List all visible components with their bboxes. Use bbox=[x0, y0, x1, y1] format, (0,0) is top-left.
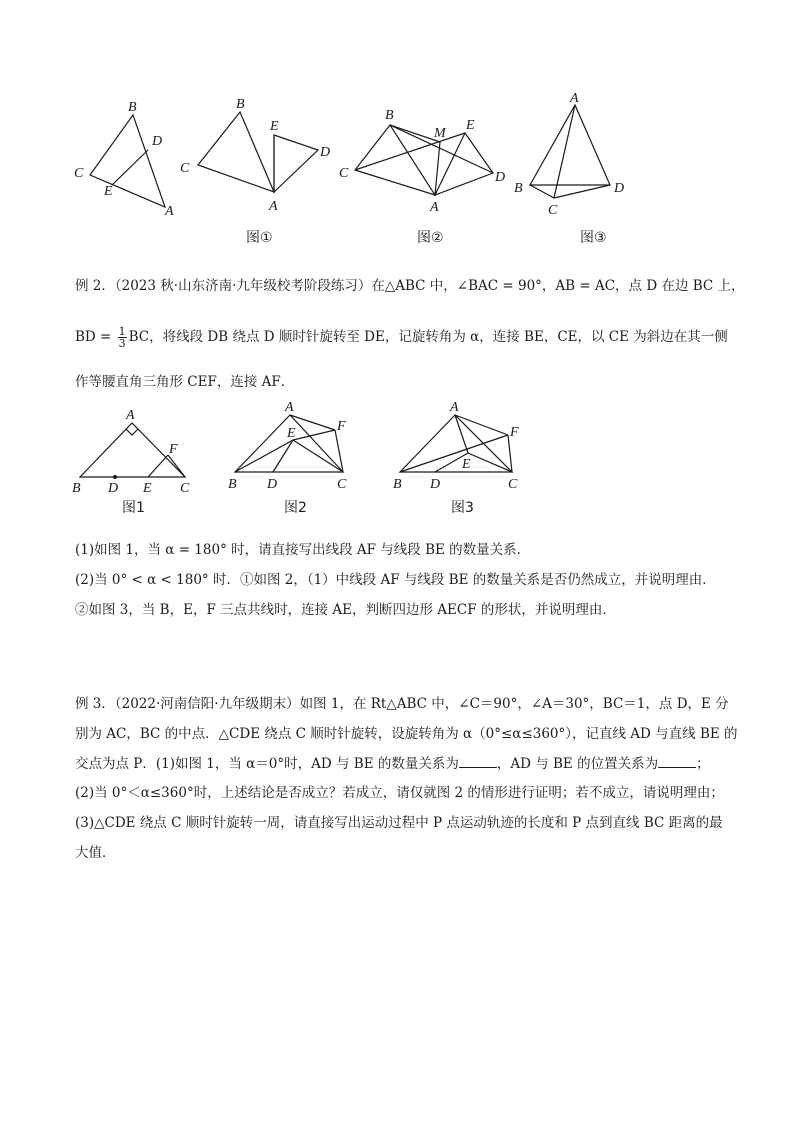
point-label: C bbox=[548, 203, 558, 218]
point-label: A bbox=[269, 199, 278, 214]
top-figure-4 bbox=[510, 90, 640, 220]
point-label: B bbox=[72, 481, 81, 496]
example2-bd-label: BD = bbox=[75, 329, 116, 345]
figure-caption: 图② bbox=[417, 230, 444, 246]
example3-line3-part1: 交点为点 P．(1)如图 1，当 α＝0°时，AD 与 BE 的数量关系为 bbox=[75, 756, 459, 772]
example2-figure-1 bbox=[70, 405, 200, 495]
point-label: D bbox=[152, 134, 163, 149]
example2-line3: 作等腰直角三角形 CEF，连接 AF． bbox=[75, 374, 295, 390]
example3-line6: 大值． bbox=[75, 845, 116, 861]
example3-line5: (3)△CDE 绕点 C 顺时针旋转一周，请直接写出运动过程中 P 点运动轨迹的长度和 P 点到直线 BC 距离的最 bbox=[75, 815, 723, 831]
example2-question-1: (1)如图 1，当 α = 180° 时，请直接写出线段 AF 与线段 BE 的数量关系． bbox=[75, 542, 531, 558]
figure-caption: 图3 bbox=[451, 500, 474, 516]
point-label: B bbox=[514, 181, 523, 196]
fraction-numerator: 1 bbox=[118, 325, 126, 338]
top-figure-2 bbox=[170, 90, 340, 220]
point-label: A bbox=[430, 200, 439, 215]
point-label: E bbox=[143, 481, 152, 496]
point-label: A bbox=[126, 408, 135, 423]
point-label: C bbox=[180, 161, 190, 176]
answer-blank bbox=[658, 753, 696, 768]
point-label: E bbox=[104, 184, 113, 199]
example2-line1: 例 2．（2023 秋·山东济南·九年级校考阶段练习）在△ABC 中，∠BAC = 90°，AB = AC，点 D 在边 BC 上， bbox=[75, 278, 745, 294]
point-label: A bbox=[450, 400, 459, 415]
example2-question-3: ②如图 3，当 B，E，F 三点共线时，连接 AE，判断四边形 AECF 的形状，并说明理由． bbox=[75, 602, 616, 618]
point-label: F bbox=[510, 425, 519, 440]
point-label: D bbox=[320, 145, 331, 160]
point-label: A bbox=[285, 400, 294, 415]
point-label: D bbox=[108, 481, 119, 496]
point-label: B bbox=[128, 100, 137, 115]
example2-line2 bbox=[75, 326, 728, 349]
example3-line1: 例 3．（2022·河南信阳·九年级期末）如图 1，在 Rt△ABC 中，∠C＝90°，∠A＝30°，BC＝1，点 D，E 分 bbox=[75, 696, 729, 712]
example3-line4: (2)当 0°＜α≤360°时，上述结论是否成立？若成立，请仅就图 2 的情形进行证明；若不成立，请说明理由； bbox=[75, 785, 724, 801]
point-label: E bbox=[466, 118, 475, 133]
point-label: E bbox=[287, 426, 296, 441]
point-label: B bbox=[236, 97, 245, 112]
fraction bbox=[118, 326, 127, 349]
figure-caption: 图2 bbox=[284, 500, 307, 516]
example2-figure-3 bbox=[390, 400, 530, 495]
example2-line2-text: BC，将线段 DB 绕点 D 顺时针旋转至 DE，记旋转角为 α，连接 BE，CE，以 CE 为斜边在其一侧 bbox=[128, 329, 728, 345]
example3-line3-part3: ； bbox=[696, 756, 710, 772]
point-label: C bbox=[180, 481, 190, 496]
point-label: B bbox=[385, 108, 394, 123]
point-label: F bbox=[169, 442, 178, 457]
point-label: D bbox=[430, 477, 441, 492]
fraction-denominator: 3 bbox=[118, 337, 126, 350]
figure-caption: 图③ bbox=[580, 230, 607, 246]
figure-caption: 图1 bbox=[122, 500, 145, 516]
top-figure-1 bbox=[70, 95, 180, 220]
point-label: C bbox=[337, 477, 347, 492]
point-label: E bbox=[270, 119, 279, 134]
example3-line3-part2: ，AD 与 BE 的位置关系为 bbox=[496, 756, 659, 772]
answer-blank bbox=[459, 753, 497, 768]
example2-question-2: (2)当 0° < α < 180° 时．①如图 2，（1）中线段 AF 与线段 BE 的数量关系是否仍然成立，并说明理由． bbox=[75, 572, 716, 588]
point-label: D bbox=[614, 181, 625, 196]
point-label: C bbox=[339, 166, 349, 181]
point-label: A bbox=[570, 91, 579, 106]
point-label: B bbox=[393, 477, 402, 492]
point-label: A bbox=[165, 204, 174, 219]
point-label: B bbox=[228, 477, 237, 492]
point-label: M bbox=[434, 126, 446, 141]
point-label: E bbox=[462, 457, 471, 472]
point-label: D bbox=[267, 477, 278, 492]
example3-line3 bbox=[75, 753, 710, 774]
point-label: C bbox=[74, 166, 84, 181]
point-label: F bbox=[337, 419, 346, 434]
point-label: D bbox=[495, 170, 506, 185]
point-label: C bbox=[508, 477, 518, 492]
example2-figure-2 bbox=[225, 400, 360, 495]
example3-line2: 别为 AC，BC 的中点．△CDE 绕点 C 顺时针旋转，设旋转角为 α（0°≤α≤360°），记直线 AD 与直线 BE 的 bbox=[75, 726, 738, 742]
figure-caption: 图① bbox=[246, 230, 273, 246]
top-figure-3 bbox=[335, 95, 515, 220]
